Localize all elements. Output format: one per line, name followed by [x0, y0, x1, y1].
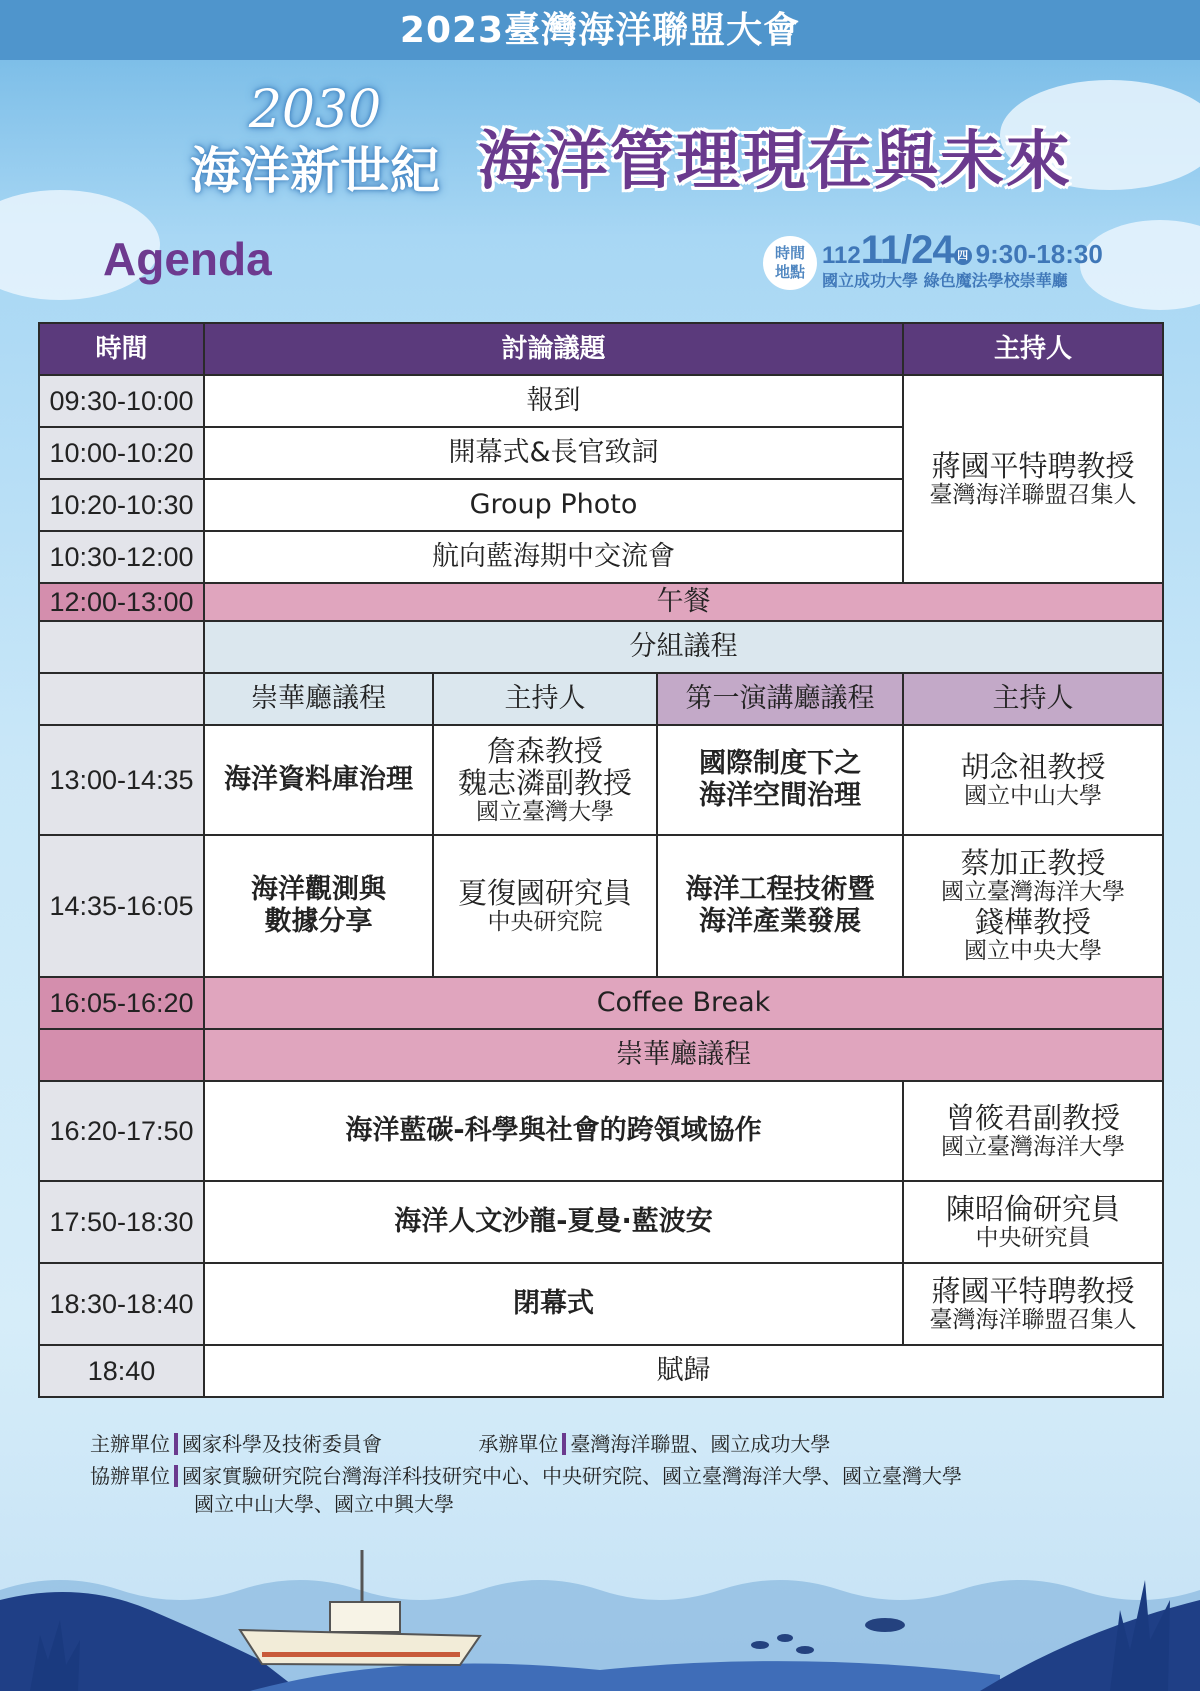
host-org: 國立中央大學 [964, 938, 1102, 964]
time-cell: 09:30-10:00 [39, 375, 204, 427]
time-cell: 10:00-10:20 [39, 427, 204, 479]
topic-cell: Coffee Break [204, 977, 1163, 1029]
host-name: 蔣國平特聘教授 [931, 448, 1135, 483]
time-label: 時間 [774, 244, 805, 262]
co-organizer-value-cont: 國立中山大學、國立中興大學 [194, 1492, 454, 1516]
divider-bar [174, 1465, 178, 1487]
time-cell: 10:30-12:00 [39, 531, 204, 583]
topic-cell: 海洋資料庫治理 [204, 725, 433, 835]
time-cell: 13:00-14:35 [39, 725, 204, 835]
time-cell: 16:05-16:20 [39, 977, 204, 1029]
host-org-value: 國家科學及技術委員會 [182, 1432, 382, 1456]
ship-cabin [330, 1602, 400, 1632]
topic-line: 海洋工程技術暨 [685, 874, 875, 905]
host-cell [433, 725, 657, 835]
organizers-footer [90, 1428, 962, 1516]
host-name: 蔣國平特聘教授 [931, 1273, 1135, 1308]
event-venue: 國立成功大學 綠色魔法學校崇華廳 [822, 271, 1068, 290]
topic-line: 國際制度下之 [699, 748, 861, 779]
topic-cell [657, 725, 903, 835]
time-cell-empty [39, 1029, 204, 1081]
header-time: 時間 [39, 323, 204, 375]
host-org: 國立中山大學 [964, 782, 1102, 809]
fish [777, 1634, 793, 1642]
topic-cell: 午餐 [204, 583, 1163, 621]
co-organizer-value: 國家實驗研究院台灣海洋科技研究中心、中央研究院、國立臺灣海洋大學、國立臺灣大學 [182, 1464, 962, 1488]
host-name: 曾筱君副教授 [945, 1100, 1120, 1135]
host-org: 國立臺灣海洋大學 [941, 879, 1125, 905]
coffee-row [39, 977, 1163, 1029]
fish [796, 1646, 814, 1654]
time-cell: 16:20-17:50 [39, 1081, 204, 1181]
table-row [39, 375, 1163, 427]
hall-title: 崇華廳議程 [204, 1029, 1163, 1081]
main-title: 海洋管理現在與未來 [478, 125, 1072, 199]
host-org: 中央研究員 [975, 1224, 1091, 1251]
divider-bar [562, 1433, 566, 1455]
host-cell [903, 725, 1163, 835]
topic-cell [657, 835, 903, 977]
table-row [39, 725, 1163, 835]
event-banner: 2023臺灣海洋聯盟大會 [0, 0, 1200, 60]
weekday-badge: 四 [954, 247, 972, 265]
host-org: 臺灣海洋聯盟召集人 [929, 1306, 1137, 1333]
time-cell-empty [39, 621, 204, 673]
time-cell-empty [39, 673, 204, 725]
time-venue-badge [763, 236, 817, 290]
time-cell: 10:20-10:30 [39, 479, 204, 531]
host-name: 魏志潾副教授 [457, 765, 632, 800]
table-row [39, 1181, 1163, 1263]
host-org: 臺灣海洋聯盟召集人 [929, 481, 1137, 508]
host-cell [903, 835, 1163, 977]
footer-row [90, 1428, 962, 1460]
theme-badge [175, 80, 455, 202]
host-org-label: 主辦單位 [90, 1432, 170, 1456]
table-row [39, 1345, 1163, 1397]
topic-cell: 閉幕式 [204, 1263, 903, 1345]
time-cell: 12:00-13:00 [39, 583, 204, 621]
hall-title-row [39, 1029, 1163, 1081]
topic-line: 海洋觀測與 [251, 874, 386, 905]
breakout-title-row [39, 621, 1163, 673]
event-date [822, 228, 1103, 273]
subheader-hall-a: 崇華廳議程 [204, 673, 433, 725]
host-name: 詹森教授 [486, 733, 603, 768]
time-cell: 18:30-18:40 [39, 1263, 204, 1345]
host-org: 國立臺灣海洋大學 [941, 1133, 1125, 1160]
subheader-host-b: 主持人 [903, 673, 1163, 725]
topic-line: 海洋產業發展 [699, 906, 861, 937]
breakout-title: 分組議程 [204, 621, 1163, 673]
topic-line: 數據分享 [264, 906, 373, 937]
ship-stripe [262, 1652, 460, 1657]
topic-cell: 報到 [204, 375, 903, 427]
topic-cell [204, 835, 433, 977]
fish [865, 1618, 905, 1632]
host-org: 中央研究院 [487, 908, 603, 935]
subheader-hall-b: 第一演講廳議程 [657, 673, 903, 725]
host-cell [903, 1181, 1163, 1263]
agenda-label: Agenda [103, 233, 272, 285]
co-organizer-label: 協辦單位 [90, 1464, 170, 1488]
host-cell [903, 1263, 1163, 1345]
host-name: 陳昭倫研究員 [945, 1191, 1120, 1226]
lunch-row [39, 583, 1163, 621]
table-header-row [39, 323, 1163, 375]
host-org: 國立臺灣大學 [476, 798, 614, 825]
table-row [39, 1081, 1163, 1181]
header-topic: 討論議題 [204, 323, 903, 375]
event-time-range: 9:30-18:30 [975, 239, 1103, 269]
topic-cell: 賦歸 [204, 1345, 1163, 1397]
topic-cell: 航向藍海期中交流會 [204, 531, 903, 583]
table-row [39, 835, 1163, 977]
roc-year: 112 [822, 242, 861, 269]
sea-floor-illustration [0, 1540, 1200, 1691]
time-cell: 14:35-16:05 [39, 835, 204, 977]
topic-cell: 海洋藍碳-科學與社會的跨領域協作 [204, 1081, 903, 1181]
footer-row [90, 1460, 962, 1492]
topic-cell: Group Photo [204, 479, 903, 531]
venue-label: 地點 [774, 263, 805, 281]
agenda-table [38, 322, 1164, 1398]
organizer-label: 承辦單位 [478, 1432, 559, 1456]
host-cell [903, 1081, 1163, 1181]
host-cell [433, 835, 657, 977]
topic-line: 海洋空間治理 [699, 780, 861, 811]
coral-right [1110, 1580, 1170, 1691]
fish [751, 1641, 769, 1649]
time-cell: 17:50-18:30 [39, 1181, 204, 1263]
organizer-value: 臺灣海洋聯盟、國立成功大學 [570, 1432, 831, 1456]
theme-year: 2030 [248, 80, 382, 140]
header-host: 主持人 [903, 323, 1163, 375]
subheader-host-a: 主持人 [433, 673, 657, 725]
topic-cell: 開幕式&長官致詞 [204, 427, 903, 479]
host-name: 胡念祖教授 [960, 749, 1106, 784]
time-cell: 18:40 [39, 1345, 204, 1397]
breakout-subheader-row [39, 673, 1163, 725]
host-name: 夏復國研究員 [457, 875, 632, 910]
topic-cell: 海洋人文沙龍-夏曼·藍波安 [204, 1181, 903, 1263]
host-name: 錢樺教授 [974, 905, 1091, 939]
host-name: 蔡加正教授 [960, 846, 1106, 880]
event-day: 11/24 [860, 228, 954, 272]
table-row [39, 1263, 1163, 1345]
divider-bar [174, 1433, 178, 1455]
host-cell [903, 375, 1163, 583]
ship-hull [240, 1630, 480, 1665]
theme-subtitle: 海洋新世紀 [190, 141, 440, 200]
